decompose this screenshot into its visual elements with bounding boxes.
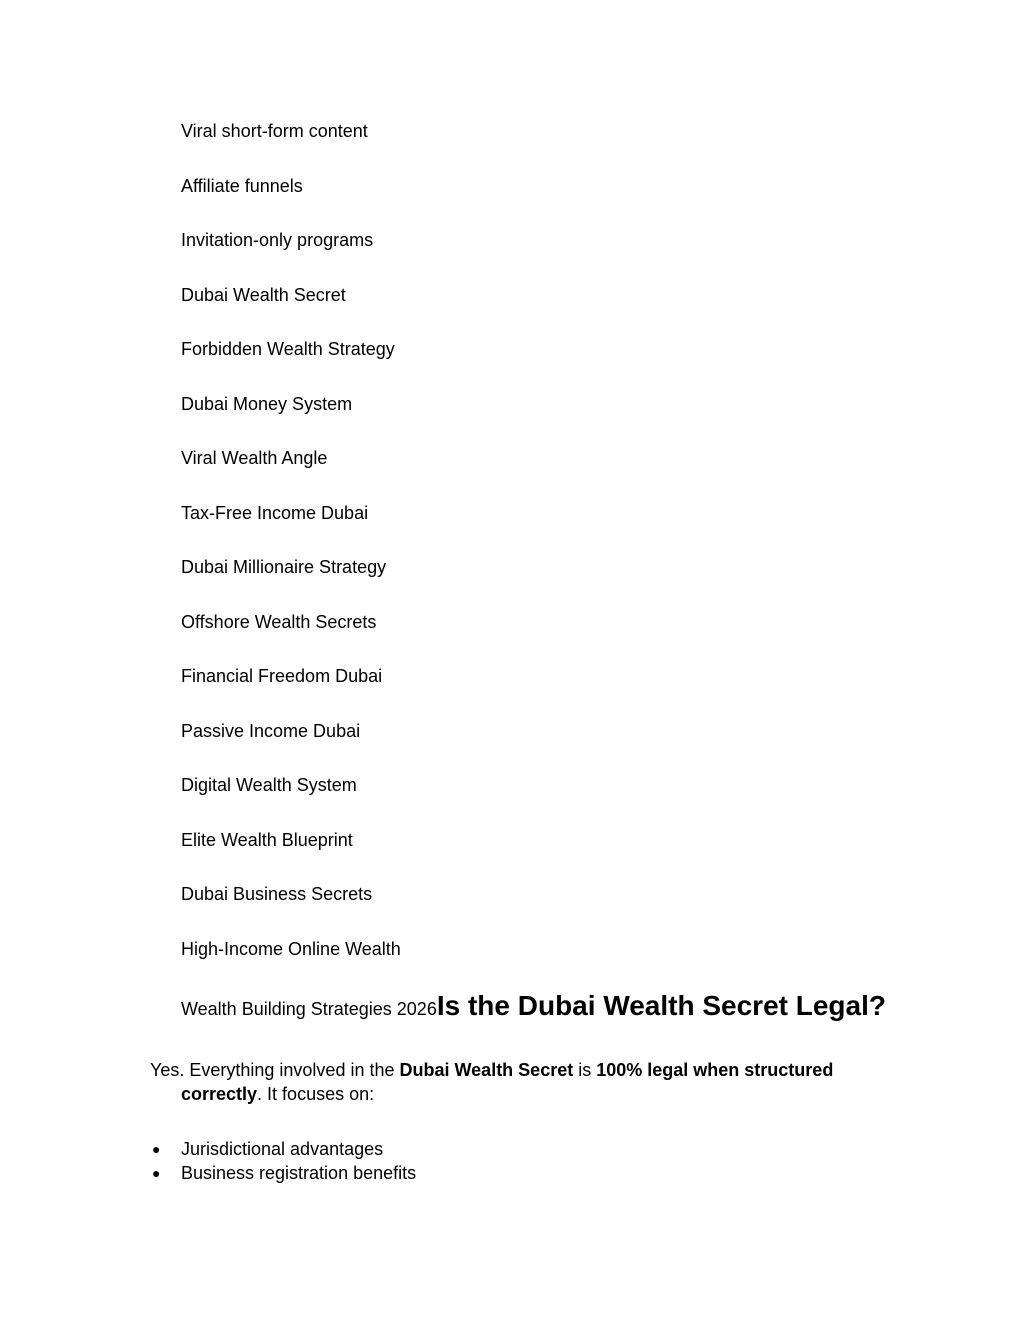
bullet-dot-icon: ●	[152, 1165, 161, 1181]
list-item: Forbidden Wealth Strategy	[181, 339, 395, 359]
list-item: Affiliate funnels	[181, 176, 303, 196]
list-item: Financial Freedom Dubai	[181, 666, 383, 686]
legal-paragraph	[150, 1058, 901, 1106]
paragraph-text: . It focuses on:	[257, 1084, 375, 1104]
list-item: Viral Wealth Angle	[181, 448, 328, 468]
bullet-item	[150, 1137, 416, 1161]
list-item: Dubai Millionaire Strategy	[181, 557, 387, 577]
list-item: Elite Wealth Blueprint	[181, 830, 353, 850]
paragraph-text: Yes. Everything involved in the	[150, 1060, 400, 1080]
list-item: Digital Wealth System	[181, 775, 357, 795]
list-item: Viral short-form content	[181, 121, 368, 141]
paragraph-bold-text: 100% legal when structured correctly	[181, 1060, 834, 1104]
list-item: Invitation-only programs	[181, 230, 374, 250]
bullet-item	[150, 1161, 416, 1185]
list-item: Dubai Money System	[181, 394, 353, 414]
paragraph-bold-text: Dubai Wealth Secret	[399, 1060, 574, 1080]
bullet-dot-icon: ●	[152, 1141, 161, 1157]
section-heading: Is the Dubai Wealth Secret Legal?	[436, 990, 886, 1021]
list-item: Dubai Business Secrets	[181, 884, 373, 904]
list-item: High-Income Online Wealth	[181, 939, 401, 959]
list-item: Dubai Wealth Secret	[181, 285, 346, 305]
heading-line	[181, 990, 886, 1022]
list-item: Tax-Free Income Dubai	[181, 503, 369, 523]
list-item: Wealth Building Strategies 2026	[181, 999, 437, 1019]
paragraph-text: is	[573, 1060, 597, 1080]
bullet-list	[150, 1137, 416, 1185]
bullet-text: Business registration benefits	[181, 1163, 417, 1183]
bullet-text: Jurisdictional advantages	[181, 1139, 384, 1159]
list-item: Passive Income Dubai	[181, 721, 361, 741]
list-item: Offshore Wealth Secrets	[181, 612, 377, 632]
